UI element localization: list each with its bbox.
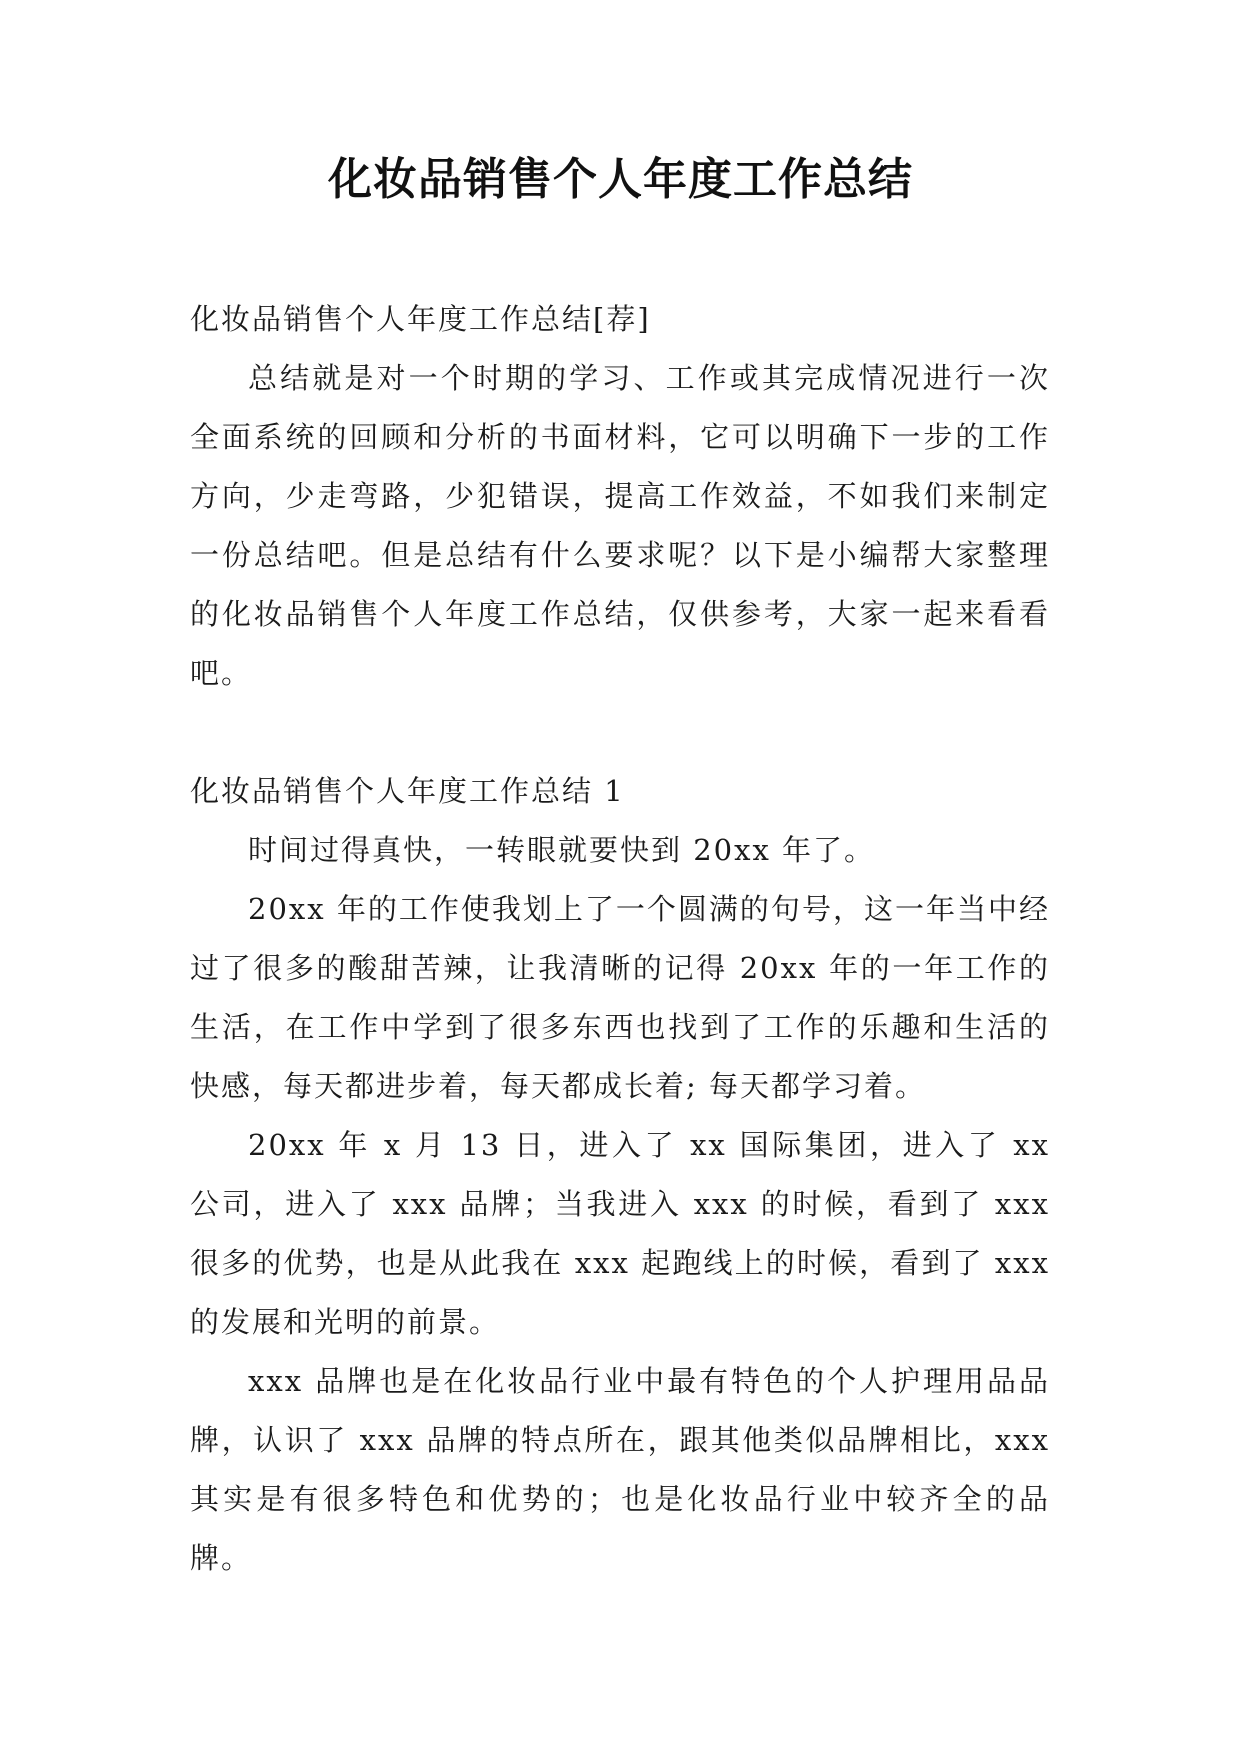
- body-paragraph: 时间过得真快，一转眼就要快到 20xx 年了。: [248, 833, 876, 867]
- document-subtitle: 化妆品销售个人年度工作总结[荐]: [190, 302, 651, 336]
- document-body: [190, 290, 1050, 1588]
- body-paragraph: 20xx 年的工作使我划上了一个圆满的句号，这一年当中经过了很多的酸甜苦辣，让我清晰的记得 20xx 年的一年工作的生活，在工作中学到了很多东西也找到了工作的乐趣和生活的快感，每天都进步着，每天都成长着; 每天都学习着。: [190, 892, 1050, 1103]
- body-paragraph: xxx 品牌也是在化妆品行业中最有特色的个人护理用品品牌，认识了 xxx 品牌的特点所在，跟其他类似品牌相比，xxx 其实是有很多特色和优势的；也是化妆品行业中较齐全的品牌。: [190, 1364, 1050, 1575]
- intro-paragraph: 总结就是对一个时期的学习、工作或其完成情况进行一次全面系统的回顾和分析的书面材料，它可以明确下一步的工作方向，少走弯路，少犯错误，提高工作效益，不如我们来制定一份总结吧。但是总结有什么要求呢？以下是小编帮大家整理的化妆品销售个人年度工作总结，仅供参考，大家一起来看看吧。: [190, 361, 1050, 690]
- body-paragraph: 20xx 年 x 月 13 日，进入了 xx 国际集团，进入了 xx 公司，进入了 xxx 品牌；当我进入 xxx 的时候，看到了 xxx 很多的优势，也是从此我在 xxx 起跑线上的时候，看到了 xxx 的发展和光明的前景。: [190, 1128, 1050, 1339]
- document-title: 化妆品销售个人年度工作总结: [328, 154, 913, 205]
- section-heading: 化妆品销售个人年度工作总结 1: [190, 774, 625, 808]
- section-spacer: [190, 703, 1050, 762]
